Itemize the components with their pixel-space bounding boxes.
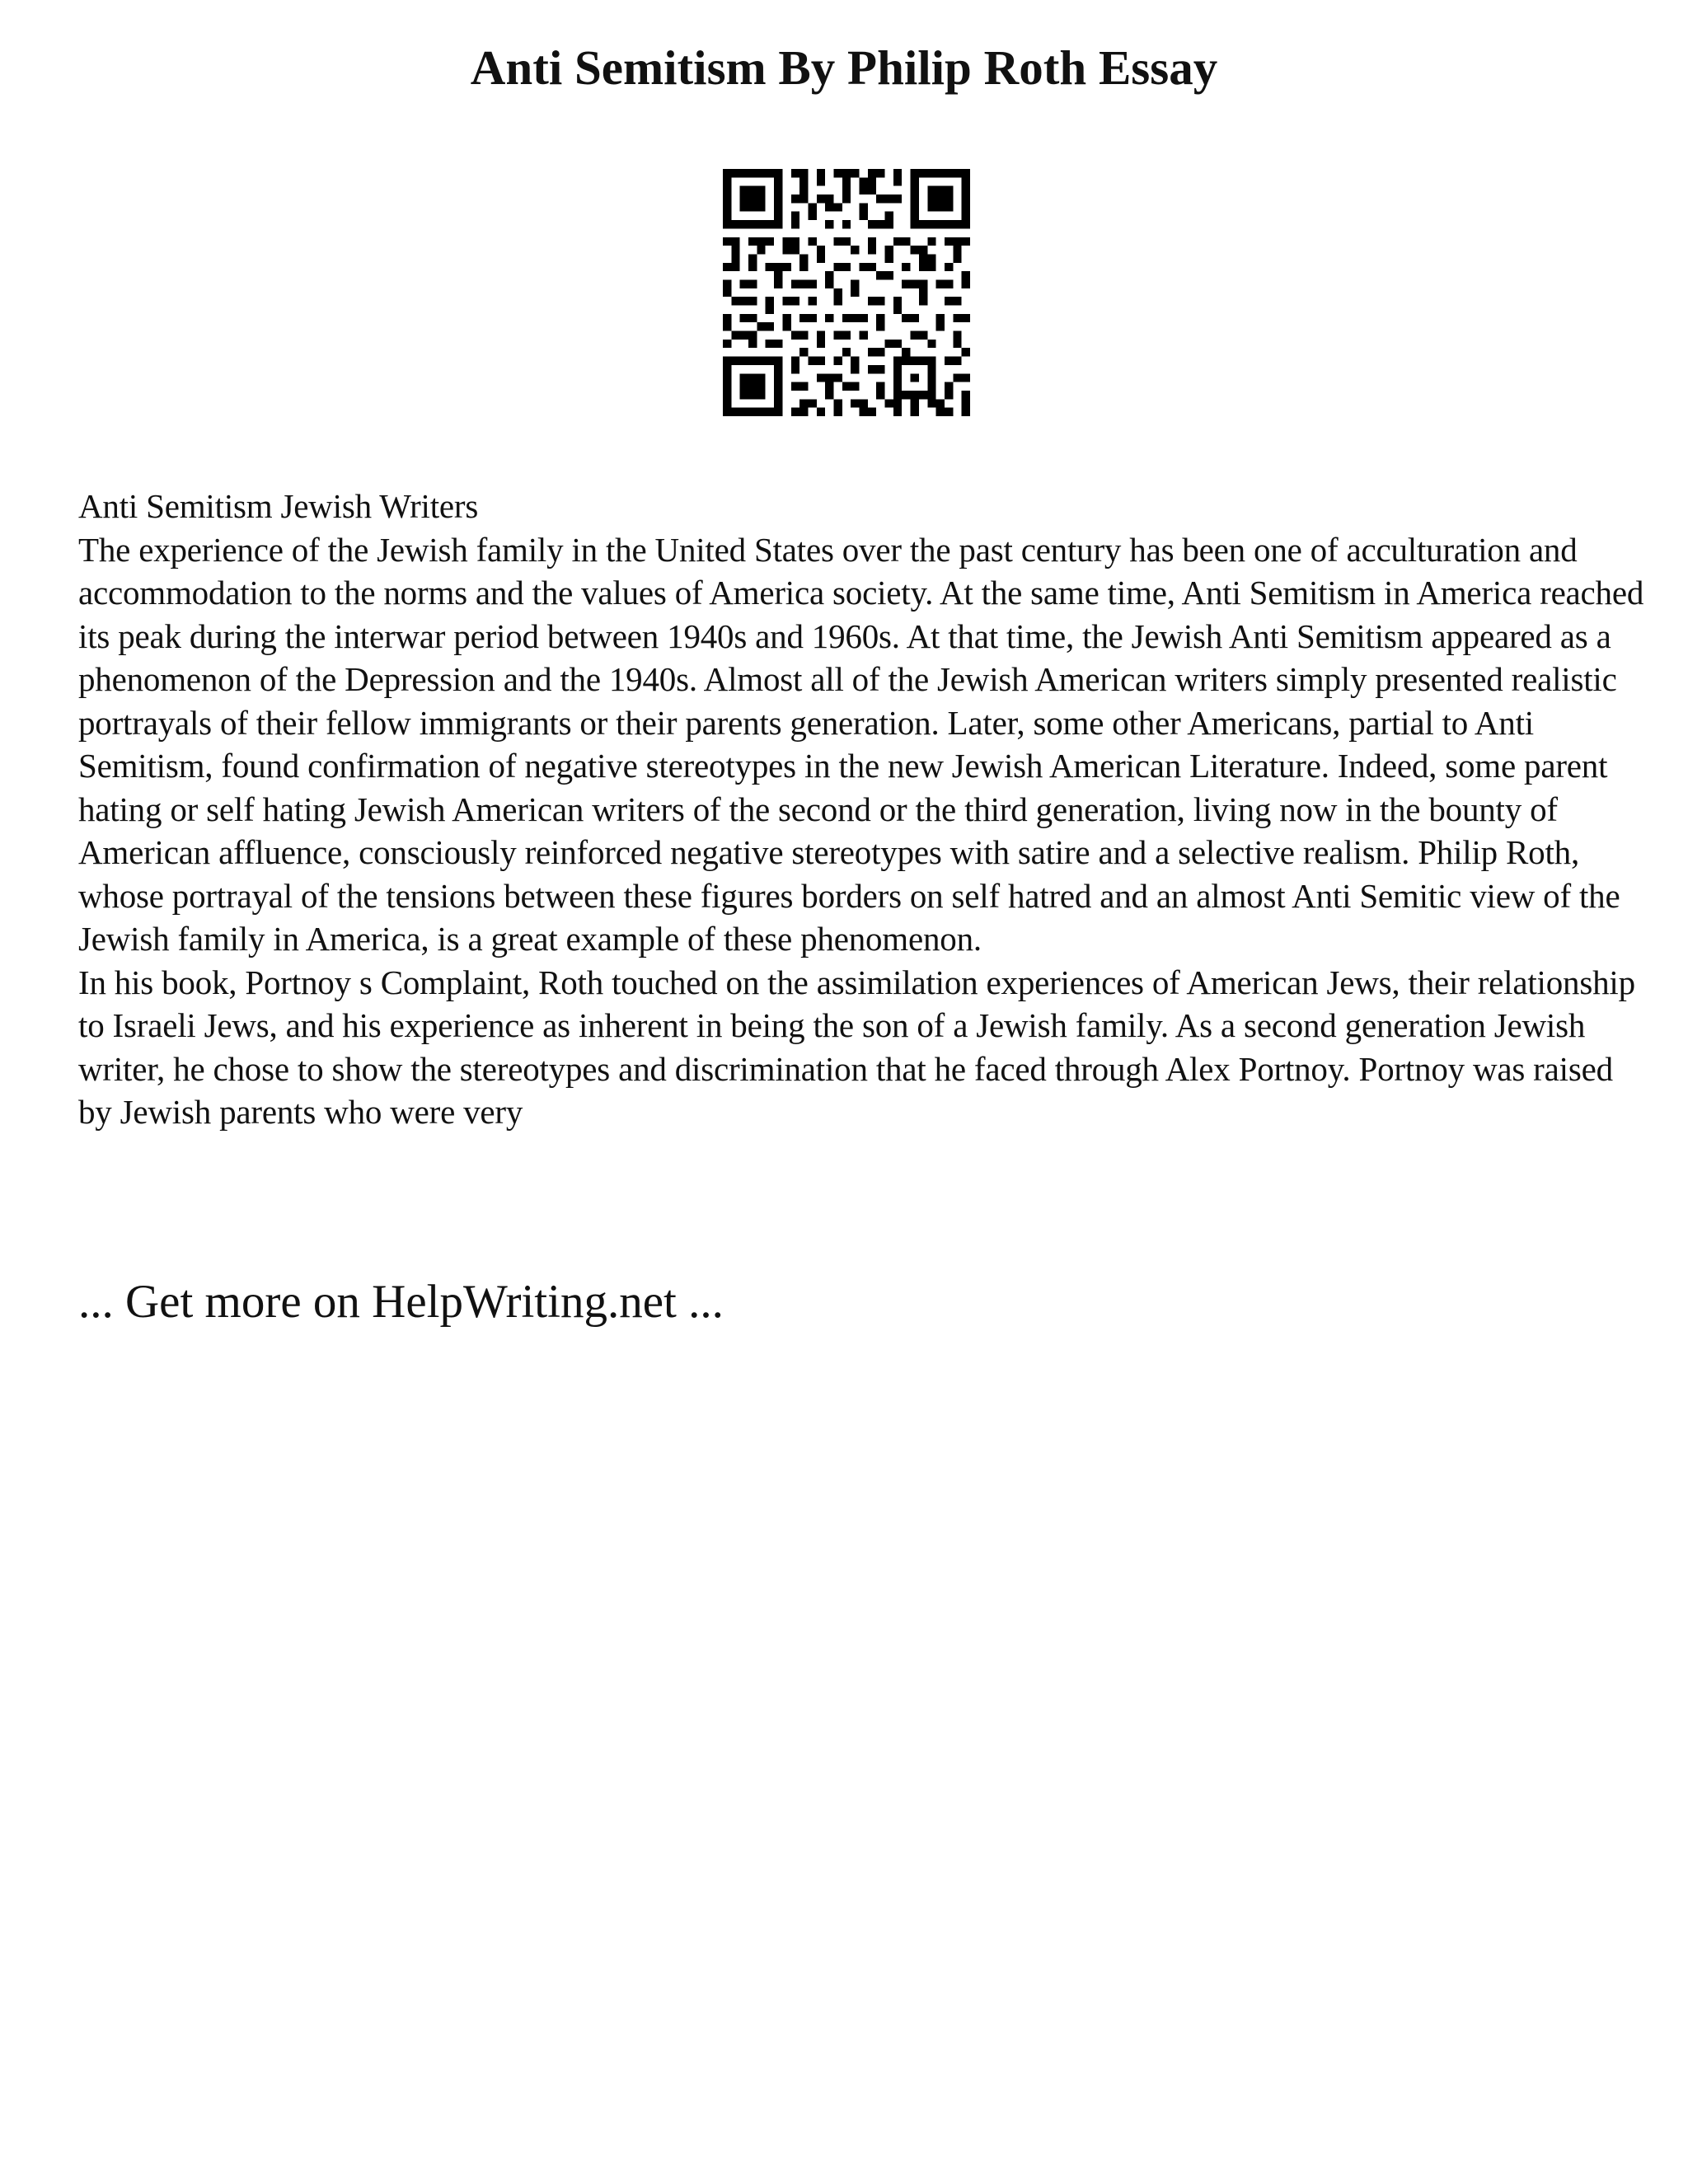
essay-paragraph-2: In his book, Portnoy s Complaint, Roth touched on the assimilation experiences of American Jews, their relationship to Israeli Jews, and his experience as inherent in being the son of a Jewish family. As a second generation Jewish writer, he chose to show the stereotypes and discrimination that he faced through Alex Portnoy. Portnoy was raised by Jewish parents who were very (78, 963, 1635, 1131)
qr-code-icon (723, 169, 970, 416)
page-title: Anti Semitism By Philip Roth Essay (470, 40, 1218, 95)
get-more-link[interactable]: ... Get more on HelpWriting.net ... (78, 1276, 724, 1328)
essay-body (78, 485, 1644, 1134)
essay-heading: Anti Semitism Jewish Writers (78, 487, 479, 525)
essay-paragraph-1: The experience of the Jewish family in the United States over the past century has been one of acculturation and accommodation to the norms and the values of America society. At the same time, Anti Semitism in America reached its peak during the interwar period between 1940s and 1960s. At that time, the Jewish Anti Semitism appeared as a phenomenon of the Depression and the 1940s. Almost all of the Jewish American writers simply presented realistic portrayals of their fellow immigrants or their parents generation. Later, some other Americans, partial to Anti Semitism, found confirmation of negative stereotypes in the new Jewish American Literature. Indeed, some parent hating or self hating Jewish American writers of the second or the third generation, living now in the bounty of American affluence, consciously reinforced negative stereotypes with satire and a selective realism. Philip Roth, whose portrayal of the tensions between these figures borders on self hatred and an almost Anti Semitic view of the Jewish family in America, is a great example of these phenomenon. (78, 530, 1644, 958)
qr-code (723, 169, 970, 416)
